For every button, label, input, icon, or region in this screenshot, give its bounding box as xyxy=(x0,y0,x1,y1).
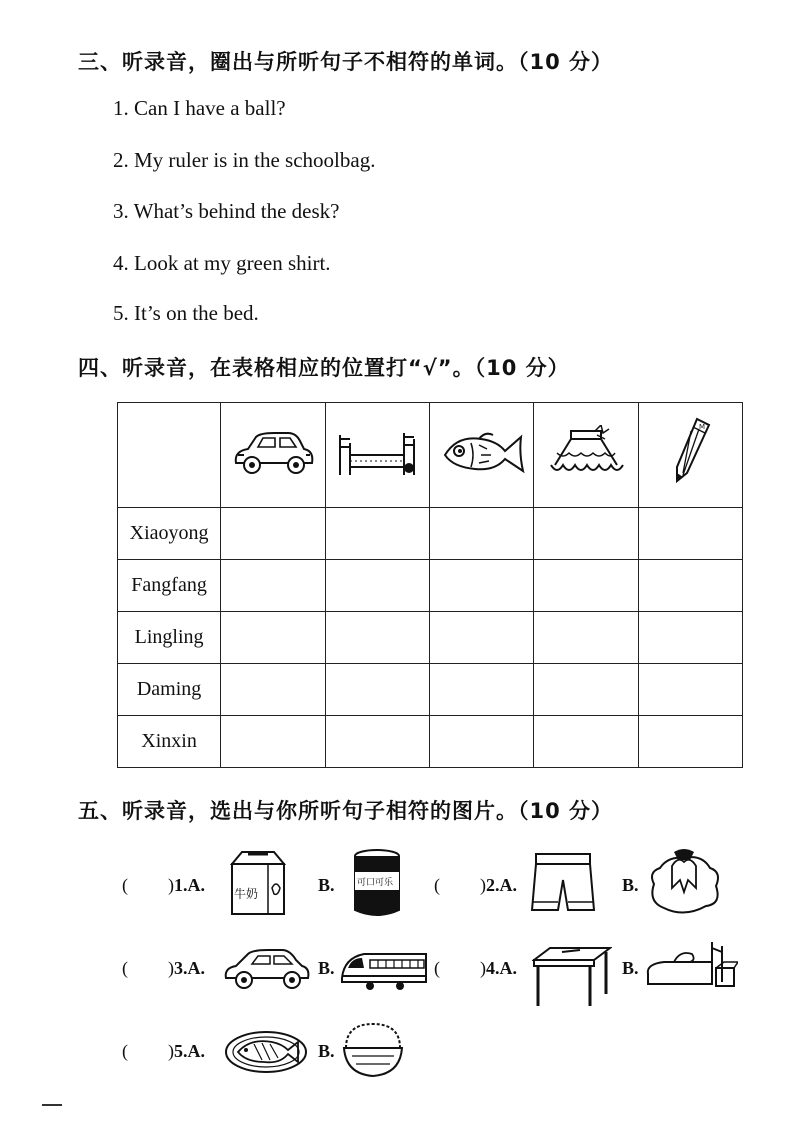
fish-plate-icon[interactable] xyxy=(224,1026,308,1076)
column-fish xyxy=(429,403,533,508)
item-2-option-a-label: 2.A. xyxy=(486,875,517,895)
answer-blank-open[interactable]: ( xyxy=(434,875,440,895)
answer-cell[interactable] xyxy=(429,508,533,560)
item-5-option-a-label: 5.A. xyxy=(174,1041,205,1061)
table-row xyxy=(118,612,743,664)
row-name: Xinxin xyxy=(118,716,221,768)
pencil-icon xyxy=(647,415,733,491)
table-row xyxy=(118,716,743,768)
row-name: Lingling xyxy=(118,612,221,664)
answer-cell[interactable] xyxy=(221,664,325,716)
sentence-5: 5. It’s on the bed. xyxy=(113,301,259,325)
answer-cell[interactable] xyxy=(638,664,742,716)
sentence-1: 1. Can I have a ball? xyxy=(113,96,286,120)
bed-icon xyxy=(334,425,420,481)
milk-carton-icon[interactable] xyxy=(228,850,292,918)
answer-blank-open[interactable]: ( xyxy=(434,958,440,978)
table-row xyxy=(118,560,743,612)
answer-cell[interactable] xyxy=(325,664,429,716)
item-1-option-a-label: 1.A. xyxy=(174,875,205,895)
section-4-title: 四、听录音，在表格相应的位置打“√”。（10 分） xyxy=(78,356,570,380)
milk-label-text: 牛奶 xyxy=(234,887,259,901)
item-4-option-a-label: 4.A. xyxy=(486,958,517,978)
car-icon xyxy=(230,425,316,481)
answer-cell[interactable] xyxy=(534,508,638,560)
svg-text:M: M xyxy=(699,423,706,431)
answer-cell[interactable] xyxy=(534,560,638,612)
answer-table xyxy=(117,402,743,768)
item-3-option-b-label: B. xyxy=(318,958,335,978)
bed-icon[interactable] xyxy=(644,938,738,1000)
item-3-option-a-label: 3.A. xyxy=(174,958,205,978)
answer-blank-open[interactable]: ( xyxy=(122,875,128,895)
answer-blank-close: ) xyxy=(168,1041,174,1061)
answer-cell[interactable] xyxy=(638,560,742,612)
answer-cell[interactable] xyxy=(429,716,533,768)
table-header-row xyxy=(118,403,743,508)
table-row xyxy=(118,664,743,716)
answer-cell[interactable] xyxy=(534,612,638,664)
item-4-option-b-label: B. xyxy=(622,958,639,978)
shorts-icon[interactable] xyxy=(528,852,598,916)
item-1-option-b-label: B. xyxy=(318,875,335,895)
answer-cell[interactable] xyxy=(221,560,325,612)
desk-icon[interactable] xyxy=(532,938,612,1010)
answer-cell[interactable] xyxy=(325,716,429,768)
skirt-icon xyxy=(543,425,629,481)
column-car xyxy=(221,403,325,508)
column-pencil xyxy=(638,403,742,508)
answer-cell[interactable] xyxy=(429,664,533,716)
car-icon[interactable] xyxy=(222,946,312,994)
cola-can-icon[interactable] xyxy=(350,848,404,918)
answer-cell[interactable] xyxy=(221,716,325,768)
answer-blank-close: ) xyxy=(480,958,486,978)
item-5-option-b-label: B. xyxy=(318,1041,335,1061)
train-icon[interactable] xyxy=(340,946,428,992)
item-2-option-b-label: B. xyxy=(622,875,639,895)
row-name: Xiaoyong xyxy=(118,508,221,560)
answer-cell[interactable] xyxy=(325,508,429,560)
fish-icon xyxy=(439,425,525,481)
answer-cell[interactable] xyxy=(325,560,429,612)
answer-cell[interactable] xyxy=(325,612,429,664)
sentence-3: 3. What’s behind the desk? xyxy=(113,199,340,223)
sentence-2: 2. My ruler is in the schoolbag. xyxy=(113,148,376,172)
section-5-title: 五、听录音，选出与你所听句子相符的图片。（10 分） xyxy=(78,799,614,823)
rice-bowl-icon[interactable] xyxy=(340,1020,406,1080)
sentence-4: 4. Look at my green shirt. xyxy=(113,251,331,275)
answer-blank-open[interactable]: ( xyxy=(122,1041,128,1061)
answer-cell[interactable] xyxy=(534,664,638,716)
answer-blank-close: ) xyxy=(480,875,486,895)
table-row xyxy=(118,508,743,560)
row-name: Daming xyxy=(118,664,221,716)
answer-cell[interactable] xyxy=(638,716,742,768)
column-skirt xyxy=(534,403,638,508)
answer-cell[interactable] xyxy=(534,716,638,768)
answer-blank-open[interactable]: ( xyxy=(122,958,128,978)
column-bed xyxy=(325,403,429,508)
answer-blank-close: ) xyxy=(168,875,174,895)
cola-label-text: 可口可乐 xyxy=(357,878,394,888)
section-3-title: 三、听录音，圈出与所听句子不相符的单词。（10 分） xyxy=(78,50,614,74)
page-margin-dash xyxy=(42,1104,62,1106)
answer-cell[interactable] xyxy=(638,508,742,560)
answer-blank-close: ) xyxy=(168,958,174,978)
answer-cell[interactable] xyxy=(638,612,742,664)
answer-cell[interactable] xyxy=(429,560,533,612)
answer-cell[interactable] xyxy=(429,612,533,664)
table-corner-cell xyxy=(118,403,221,508)
answer-cell[interactable] xyxy=(221,612,325,664)
shirt-icon[interactable] xyxy=(644,848,724,920)
row-name: Fangfang xyxy=(118,560,221,612)
answer-cell[interactable] xyxy=(221,508,325,560)
